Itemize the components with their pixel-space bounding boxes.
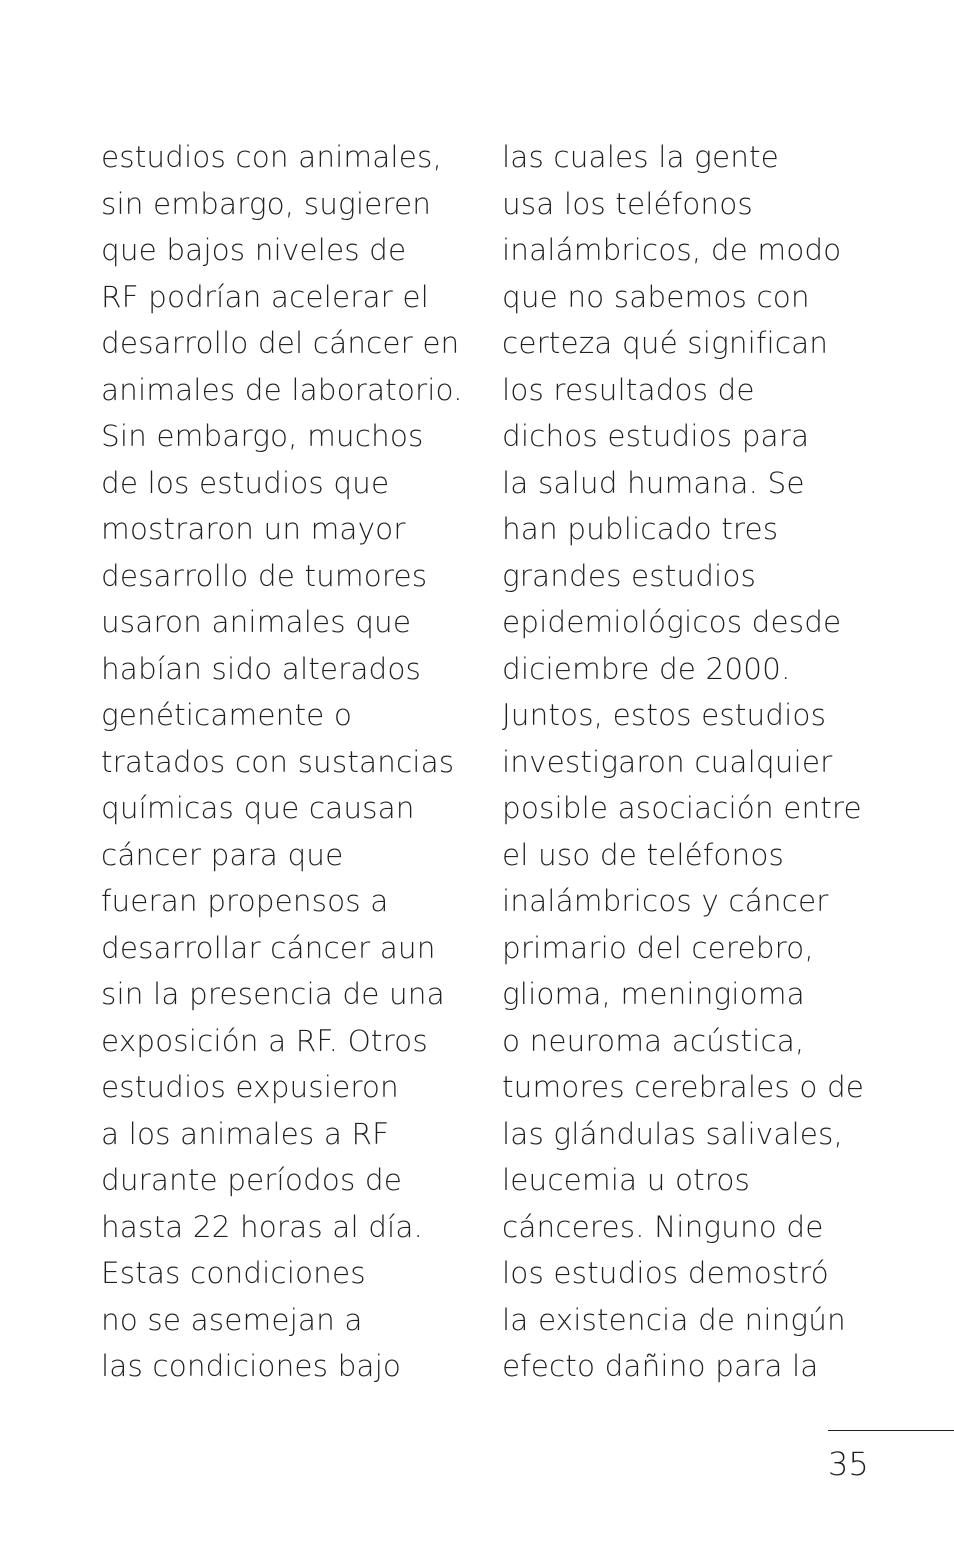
text-line: leucemia u otros [502, 1163, 750, 1197]
text-line: o neuroma acústica, [502, 1023, 805, 1058]
text-line: habían sido alterados [101, 651, 422, 686]
text-line: han publicado tres [502, 512, 779, 546]
text-line: tratados con sustancias [101, 744, 455, 779]
text-line: primario del cerebro, [502, 930, 814, 965]
text-line: inalámbricos y cáncer [502, 884, 829, 918]
text-line: desarrollo de tumores [101, 558, 428, 593]
text-line: sin embargo, sugieren [101, 186, 431, 221]
text-line: estudios expusieron [101, 1070, 399, 1104]
text-line: la salud humana. Se [502, 465, 805, 500]
left-text-column [101, 134, 471, 1390]
text-line: inalámbricos, de modo [502, 233, 842, 267]
text-line: Sin embargo, muchos [101, 419, 424, 453]
text-line: a los animales a RF [101, 1116, 390, 1151]
text-line: efecto dañino para la [502, 1349, 819, 1383]
text-line: durante períodos de [101, 1163, 402, 1197]
text-line: cáncer para que [101, 837, 344, 872]
text-line: las cuales la gente [502, 140, 779, 174]
text-line: que no sabemos con [502, 279, 810, 314]
text-line: sin la presencia de una [101, 977, 445, 1011]
text-line: RF podrían acelerar el [101, 279, 429, 314]
text-line: glioma, meningioma [502, 977, 805, 1011]
text-line: investigaron cualquier [502, 744, 833, 779]
text-line: desarrollar cáncer aun [101, 930, 436, 965]
page-number-rule [828, 1430, 954, 1431]
text-line: animales de laboratorio. [101, 372, 463, 407]
text-line: el uso de teléfonos [502, 837, 784, 872]
text-line: estudios con animales, [101, 140, 442, 174]
text-line: dichos estudios para [502, 419, 810, 453]
text-line: hasta 22 horas al día. [101, 1209, 424, 1244]
text-line: los resultados de [502, 372, 755, 407]
text-line: posible asociación entre [502, 791, 862, 825]
text-line: genéticamente o [101, 698, 352, 732]
text-line: químicas que causan [101, 791, 415, 825]
text-line: grandes estudios [502, 558, 756, 593]
text-line: mostraron un mayor [101, 512, 406, 546]
text-line: que bajos niveles de [101, 233, 407, 267]
text-line: usaron animales que [101, 605, 412, 639]
text-line: epidemiológicos desde [502, 605, 842, 639]
text-line: usa los teléfonos [502, 186, 753, 221]
right-text-column [502, 134, 882, 1390]
text-line: las glándulas salivales, [502, 1116, 844, 1151]
text-line: desarrollo del cáncer en [101, 326, 460, 360]
text-line: los estudios demostró [502, 1256, 829, 1290]
page-number: 35 [828, 1445, 869, 1483]
text-line: la existencia de ningún [502, 1302, 846, 1337]
text-line: no se asemejan a [101, 1302, 363, 1337]
text-line: cánceres. Ninguno de [502, 1209, 824, 1244]
text-line: tumores cerebrales o de [502, 1070, 865, 1104]
text-line: Juntos, estos estudios [502, 698, 827, 732]
text-line: diciembre de 2000. [502, 651, 791, 686]
text-line: de los estudios que [101, 465, 390, 500]
text-line: certeza qué significan [502, 326, 829, 360]
text-line: fueran propensos a [101, 884, 389, 918]
text-line: exposición a RF. Otros [101, 1023, 428, 1058]
text-line: Estas condiciones [101, 1256, 366, 1290]
text-line: las condiciones bajo [101, 1349, 402, 1383]
